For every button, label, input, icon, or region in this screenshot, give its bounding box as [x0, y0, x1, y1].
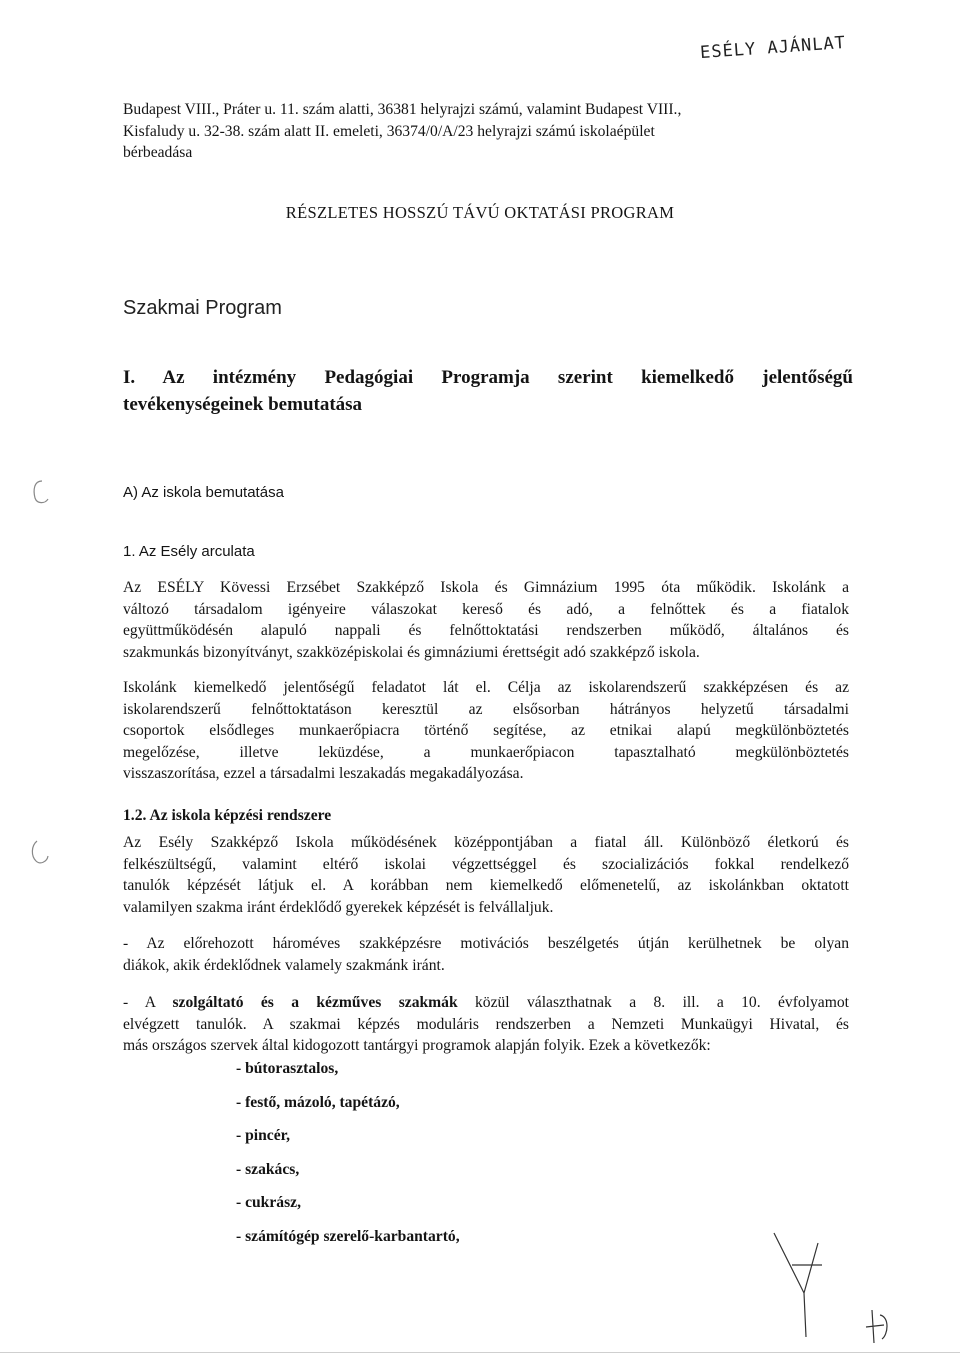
paragraph-line: csoportok elsődleges munkaerőpiacra történő segítése, az etnikai alapú megkülönböztetés	[123, 722, 849, 739]
profession-item: - pincér,	[236, 1127, 290, 1144]
paragraph-line: - Az előrehozott hároméves szakképzésre motivációs beszélgetés útján kerülhetnek be olyan	[123, 935, 849, 952]
subtitle	[123, 297, 282, 320]
subtitle-text: Szakmai Program	[123, 297, 282, 319]
profession-item: - szakács,	[236, 1160, 300, 1178]
paragraph-arculat	[123, 577, 849, 663]
paragraph-line	[123, 992, 849, 1014]
subsection-a	[123, 484, 284, 501]
handwritten-note-text: ESÉLY AJÁNLAT	[699, 32, 847, 64]
section-1-2-title: Az iskola képzési rendszere	[149, 807, 332, 824]
initials-mark	[862, 1305, 902, 1350]
section-heading-line: tevékenységeinek bemutatása	[123, 394, 363, 415]
header-line: Budapest VIII., Práter u. 11. szám alatti, 36381 helyrajzi számú, valamint Budapest VIII.,	[123, 101, 682, 118]
section-1-2-heading	[123, 807, 331, 825]
document-title	[0, 203, 960, 223]
paragraph-prefix: - A	[123, 994, 173, 1011]
profession-item: - cukrász,	[236, 1194, 301, 1211]
section-heading	[123, 364, 853, 418]
profession-list	[236, 1052, 460, 1253]
paragraph-szakmak	[123, 992, 849, 1057]
paragraph-line: diákok, akik érdeklődnek valamely szakmánk iránt.	[123, 956, 445, 974]
header-address	[123, 99, 849, 164]
paragraph-rest: közül választhatnak a 8. ill. a 10. évfolyamot	[457, 994, 849, 1011]
paragraph-harmeves	[123, 933, 849, 976]
profession-item: - bútorasztalos,	[236, 1060, 339, 1077]
paragraph-line: megelőzése, illetve leküzdése, a munkaerőpiacon tapasztalható megkülönböztetés	[123, 743, 849, 761]
paragraph-line: valamilyen szakma iránt érdeklődő gyerekek képzését is felvállaljuk.	[123, 898, 554, 916]
paragraph-kepzes	[123, 832, 849, 918]
paragraph-feladat	[123, 677, 849, 785]
subsection-a-text: A) Az iskola bemutatása	[123, 484, 284, 501]
profession-item: - festő, mázoló, tapétázó,	[236, 1093, 400, 1111]
paragraph-line: Az Esély Szakképző Iskola működésének középpontjában a fiatal áll. Különböző életkorú és	[123, 834, 849, 851]
section-heading-line: I. Az intézmény Pedagógiai Programja szerint kiemelkedő jelentőségű	[123, 367, 853, 388]
paragraph-line: más országos szervek által kidogozott tantárgyi programok alapján folyik. Ezek a következők:	[123, 1037, 711, 1054]
paragraph-line: Az ESÉLY Kövessi Erzsébet Szakképző Iskola és Gimnázium 1995 óta működik. Iskolánk a	[123, 579, 849, 596]
document-title-text: RÉSZLETES HOSSZÚ TÁVÚ OKTATÁSI PROGRAM	[285, 203, 675, 222]
header-line: bérbeadása	[123, 144, 193, 161]
paragraph-line: elvégzett tanulók. A szakmai képzés moduláris rendszerben a Nemzeti Munkaügyi Hivatal, és	[123, 1015, 849, 1033]
paragraph-bold: szolgáltató és a kézműves szakmák	[172, 994, 458, 1011]
bottom-edge-line	[0, 1352, 960, 1353]
paragraph-line: szakmunkás bizonyítványt, szakközépiskolai és gimnáziumi érettségit adó szakképző iskola.	[123, 643, 700, 661]
paragraph-line: iskolarendszerű felnőttoktatáson keresztül az elsősorban hátrányos helyzetű társadalmi	[123, 700, 849, 718]
paragraph-line: felkészültségű, valamint eltérő iskolai végzettséggel és szocializációs fokkal rendelkező	[123, 855, 849, 873]
subsection-1	[123, 543, 255, 560]
subsection-1-text: 1. Az Esély arculata	[123, 543, 255, 560]
punch-hole-bottom	[28, 838, 52, 866]
punch-hole-top	[30, 478, 54, 506]
paragraph-line: Iskolánk kiemelkedő jelentőségű feladatot lát el. Célja az iskolarendszerű szakképzésen és az	[123, 679, 849, 696]
handwritten-note	[699, 33, 846, 63]
paragraph-line: tanulók képzését látjuk el. A korábban nem kiemelkedő előmenetelű, az iskolánkban oktatott	[123, 877, 849, 894]
profession-item: - számítógép szerelő-karbantartó,	[236, 1227, 460, 1245]
section-1-2-number: 1.2.	[123, 807, 147, 824]
header-line: Kisfaludy u. 32-38. szám alatt II. emeleti, 36374/0/A/23 helyrajzi számú iskolaépület	[123, 122, 655, 140]
paragraph-line: együttműködésén alapuló nappali és felnőttoktatási rendszerben működő, általános és	[123, 622, 849, 639]
paragraph-line: visszaszorítása, ezzel a társadalmi leszakadás megakadályozása.	[123, 765, 524, 782]
paragraph-line: változó társadalom igényeire válaszokat kereső és adó, a felnőttek és a fiatalok	[123, 600, 849, 618]
